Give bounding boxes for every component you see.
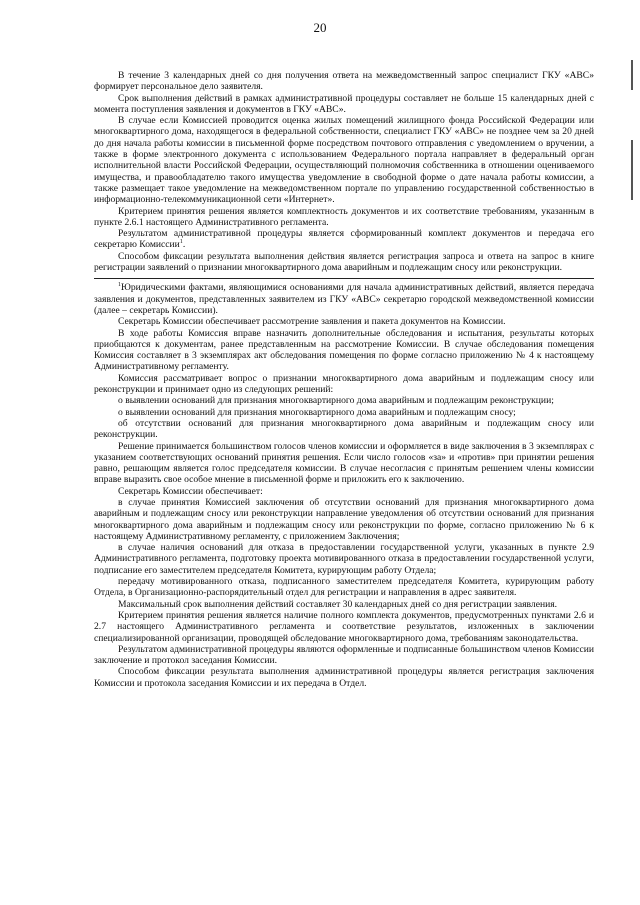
paragraph: Решение принимается большинством голосов членов комиссии и оформляется в виде заключения в 3 экземплярах с указанием соответствующих оснований принятия решения. Если число голосов «за» и «против» при принятии решения равно, решающим является голос председателя комиссии. В случае несогласия с принятым решением члены комиссии вправе выразить свое особое мнение в письменной форме и приложить его к заключению. [94, 440, 594, 486]
paragraph: Срок выполнения действий в рамках административной процедуры составляет не больше 15 календарных дней с момента поступления заявления и документов в ГКУ «АВС». [94, 92, 594, 115]
footnote-paragraph [94, 282, 594, 316]
list-item: в случае принятия Комиссией заключения об отсутствии оснований для признания многоквартирного дома аварийным и подлежащим сносу или реконструкции направление уведомления об отсутствии оснований для признания многоквартирного дома аварийным и подлежащим сносу или реконструкции по форме, согласно приложению № 6 к настоящему Административному регламенту, с приложением Заключения; [94, 496, 594, 542]
paragraph: Секретарь Комиссии обеспечивает: [118, 485, 263, 497]
footnote-mark: 1 [118, 282, 121, 289]
document-body [94, 70, 594, 689]
footnote-mark: 1 [179, 239, 183, 246]
paragraph-text: Юридическими фактами, являющимися основаниями для начала административных действий, является передача заявления и документов, представленных заявителем из ГКУ «АВС» секретарю городской межведомственной комиссии (далее – секретарь Комиссии). [94, 282, 594, 316]
paragraph: В случае если Комиссией проводится оценка жилых помещений жилищного фонда Российской Федерации или многоквартирного дома, находящегося в федеральной собственности, специалист ГКУ «АВС» не позднее чем за 20 дней до дня начала работы комиссии в письменной форме посредством почтового отправления с уведомлением о вручении, а также в форме электронного документа с использованием Федерального портала направляет в федеральный орган исполнительной власти Российской Федерации, осуществляющий полномочия собственника в отношении оцениваемого имущества, и правообладателю такого имущества уведомление в свободной форме о дате начала работы комиссии, а также размещает такое уведомление на межведомственном портале по управлению государственной собственностью в информационно-телекоммуникационной сети «Интернет». [94, 115, 594, 206]
list-item: о выявлении оснований для признания многоквартирного дома аварийным и подлежащим сносу; [118, 406, 516, 418]
paragraph: Комиссия рассматривает вопрос о признании многоквартирного дома аварийным и подлежащим сносу или реконструкции и принимает одно из следующих решений: [94, 372, 594, 396]
paragraph: Критерием принятия решения является комплектность документов и их соответствие требованиям, указанным в пункте 2.6.1 настоящего Административного регламента. [94, 205, 594, 228]
paragraph: В ходе работы Комиссия вправе назначить дополнительные обследования и испытания, результаты которых приобщаются к документам, ранее представленным на рассмотрение Комиссии. В случае обследования помещения Комиссия составляет в 3 экземплярах акт обследования помещения по форме согласно приложению № 4 к настоящему Административному регламенту. [94, 327, 594, 373]
paragraph-with-footnote: Результатом административной процедуры является сформированный комплект документов и передача его секретарю Комиссии$^1$. [94, 228, 594, 251]
paragraph: Результатом административной процедуры являются оформленные и подписанные большинством членов Комиссии заключение и протокол заседания Комиссии. [94, 643, 594, 667]
paragraph-text: Результатом административной процедуры является сформированный комплект документов и передача его секретарю Комиссии [94, 228, 594, 251]
list-item: передачу мотивированного отказа, подписанного заместителем председателя Комитета, курирующим работу Отдела, в Организационно-распорядительный отдел для регистрации и направления в адрес заявителя. [94, 576, 594, 599]
paragraph: Критерием принятия решения является наличие полного комплекта документов, предусмотренных пунктами 2.6 и 2.7 настоящего Административного регламента и соответствие результатов, изложенных в заключении специализированной организации, проводящей обследование многоквартирного дома, требованиям законодательства. [94, 609, 594, 644]
paragraph: Максимальный срок выполнения действий составляет 30 календарных дней со дня регистрации заявления. [118, 598, 558, 610]
footnote-divider [94, 278, 594, 279]
page-number: 20 [313, 20, 327, 35]
list-item: о выявлении оснований для признания многоквартирного дома аварийным и подлежащим реконструкции; [118, 395, 554, 407]
scan-edge-mark [631, 60, 633, 90]
paragraph: Секретарь Комиссии обеспечивает рассмотрение заявления и пакета документов на Комиссии. [118, 316, 506, 328]
paragraph: В течение 3 календарных дней со дня получения ответа на межведомственный запрос специалист ГКУ «АВС» формирует персональное дело заявителя. [94, 70, 594, 93]
list-item: об отсутствии оснований для признания многоквартирного дома аварийным и подлежащим сносу или реконструкции. [94, 417, 594, 441]
list-item: в случае наличия оснований для отказа в предоставлении государственной услуги, указанных в пункте 2.9 Административного регламента, подготовку проекта мотивированного отказа в предоставлении государственной услуги, подписание его заместителем председателя Комитета, курирующим работу Отдела; [94, 542, 594, 576]
paragraph: Способом фиксации результата выполнения действия является регистрация запроса и ответа на запрос в книге регистрации заявлений о признании многоквартирного дома аварийным и подлежащим сносу или реконструкции. [94, 250, 594, 274]
scan-edge-mark [631, 140, 633, 200]
paragraph: Способом фиксации результата выполнения административной процедуры является регистрация заключения Комиссии и протокола заседания Комиссии и их передача в Отдел. [94, 666, 594, 689]
